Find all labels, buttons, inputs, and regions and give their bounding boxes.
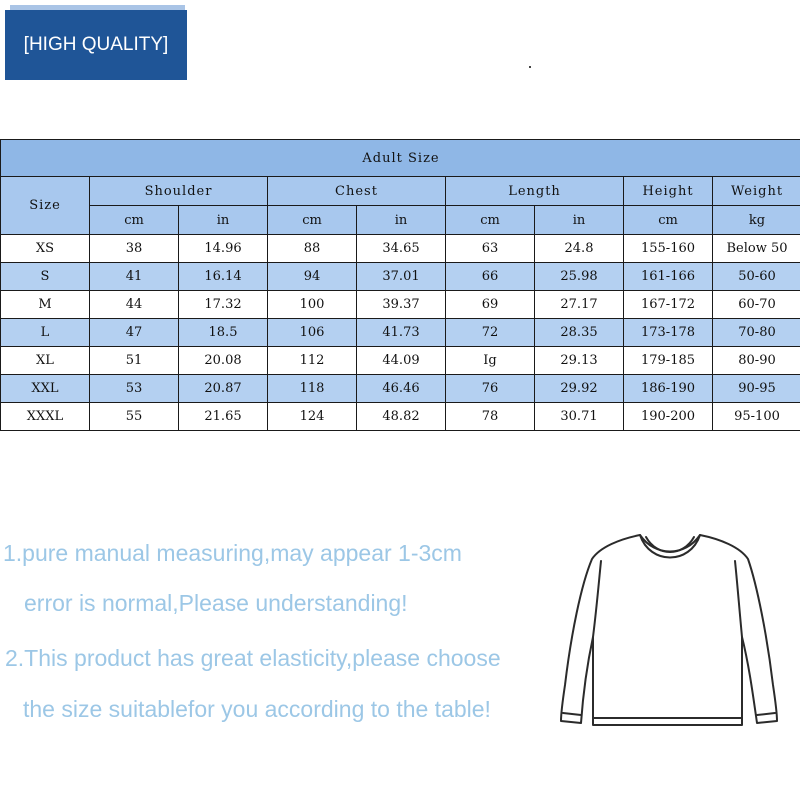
table-cell: XXXL xyxy=(1,403,90,431)
unit-header: in xyxy=(535,206,624,235)
table-cell: 76 xyxy=(446,375,535,403)
table-cell: 173-178 xyxy=(624,319,713,347)
unit-header: cm xyxy=(90,206,179,235)
table-cell: 94 xyxy=(268,263,357,291)
height-header: Height xyxy=(624,177,713,206)
table-cell: 95-100 xyxy=(713,403,800,431)
table-cell: 80-90 xyxy=(713,347,800,375)
table-cell: Below 50 xyxy=(713,235,800,263)
table-cell: 34.65 xyxy=(357,235,446,263)
table-cell: 167-172 xyxy=(624,291,713,319)
long-sleeve-shirt-icon xyxy=(545,525,795,755)
table-cell: M xyxy=(1,291,90,319)
table-cell: 27.17 xyxy=(535,291,624,319)
quality-badge xyxy=(5,10,187,80)
table-cell: 55 xyxy=(90,403,179,431)
table-cell: 25.98 xyxy=(535,263,624,291)
table-cell: 69 xyxy=(446,291,535,319)
chest-header: Chest xyxy=(268,177,446,206)
table-cell: 41.73 xyxy=(357,319,446,347)
table-cell: XL xyxy=(1,347,90,375)
table-cell: S xyxy=(1,263,90,291)
table-cell: 20.87 xyxy=(179,375,268,403)
unit-header: cm xyxy=(268,206,357,235)
table-cell: 28.35 xyxy=(535,319,624,347)
table-cell: 63 xyxy=(446,235,535,263)
table-cell: 186-190 xyxy=(624,375,713,403)
note-line-2: error is normal,Please understanding! xyxy=(24,590,408,616)
table-cell: 66 xyxy=(446,263,535,291)
unit-header: kg xyxy=(713,206,800,235)
table-cell: 38 xyxy=(90,235,179,263)
note-line-1: 1.pure manual measuring,may appear 1-3cm xyxy=(3,540,462,566)
shoulder-header: Shoulder xyxy=(90,177,268,206)
table-cell: Ig xyxy=(446,347,535,375)
size-chart-table xyxy=(0,139,800,431)
table-row xyxy=(1,235,800,263)
table-cell: L xyxy=(1,319,90,347)
table-cell: 14.96 xyxy=(179,235,268,263)
table-cell: 39.37 xyxy=(357,291,446,319)
table-cell: 29.13 xyxy=(535,347,624,375)
table-cell: 16.14 xyxy=(179,263,268,291)
table-cell: 21.65 xyxy=(179,403,268,431)
table-cell: XXL xyxy=(1,375,90,403)
table-cell: 30.71 xyxy=(535,403,624,431)
table-row xyxy=(1,319,800,347)
table-cell: 41 xyxy=(90,263,179,291)
table-cell: 88 xyxy=(268,235,357,263)
length-header: Length xyxy=(446,177,624,206)
table-cell: 18.5 xyxy=(179,319,268,347)
unit-header: in xyxy=(357,206,446,235)
unit-header: in xyxy=(179,206,268,235)
table-cell: 20.08 xyxy=(179,347,268,375)
unit-header: cm xyxy=(624,206,713,235)
table-cell: 90-95 xyxy=(713,375,800,403)
table-cell: 46.46 xyxy=(357,375,446,403)
table-row xyxy=(1,263,800,291)
table-cell: 53 xyxy=(90,375,179,403)
table-cell: 47 xyxy=(90,319,179,347)
table-cell: 50-60 xyxy=(713,263,800,291)
table-cell: 17.32 xyxy=(179,291,268,319)
table-cell: XS xyxy=(1,235,90,263)
table-cell: 190-200 xyxy=(624,403,713,431)
table-cell: 24.8 xyxy=(535,235,624,263)
table-cell: 179-185 xyxy=(624,347,713,375)
table-cell: 118 xyxy=(268,375,357,403)
stray-dot xyxy=(529,66,531,68)
table-row xyxy=(1,403,800,431)
note-line-4: the size suitablefor you according to the table! xyxy=(23,696,491,722)
table-row xyxy=(1,347,800,375)
table-row xyxy=(1,291,800,319)
quality-badge-label: [HIGH QUALITY] xyxy=(23,34,169,55)
table-cell: 51 xyxy=(90,347,179,375)
size-column-header: Size xyxy=(1,177,90,235)
table-cell: 112 xyxy=(268,347,357,375)
table-cell: 78 xyxy=(446,403,535,431)
table-cell: 37.01 xyxy=(357,263,446,291)
unit-header: cm xyxy=(446,206,535,235)
table-cell: 161-166 xyxy=(624,263,713,291)
table-cell: 60-70 xyxy=(713,291,800,319)
table-title: Adult Size xyxy=(1,140,800,177)
table-cell: 48.82 xyxy=(357,403,446,431)
table-row xyxy=(1,375,800,403)
table-cell: 44 xyxy=(90,291,179,319)
table-cell: 100 xyxy=(268,291,357,319)
table-cell: 70-80 xyxy=(713,319,800,347)
table-cell: 44.09 xyxy=(357,347,446,375)
table-cell: 124 xyxy=(268,403,357,431)
table-cell: 72 xyxy=(446,319,535,347)
weight-header: Weight xyxy=(713,177,800,206)
table-cell: 155-160 xyxy=(624,235,713,263)
table-cell: 106 xyxy=(268,319,357,347)
table-cell: 29.92 xyxy=(535,375,624,403)
note-line-3: 2.This product has great elasticity,please choose xyxy=(5,645,501,671)
